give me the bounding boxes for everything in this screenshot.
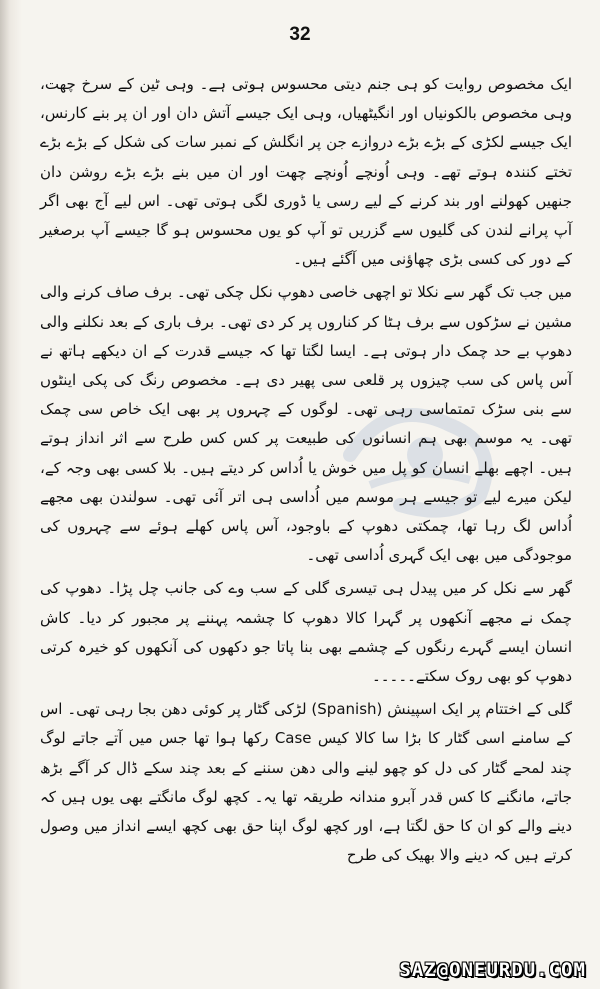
- paragraph-3: گھر سے نکل کر میں پیدل ہی تیسری گلی کے سب وے کی جانب چل پڑا۔ دھوپ کی چمک نے مجھے آنکھوں پر گہرا کالا دھوپ کا چشمہ پہننے پر مجبور کر دیا۔ کاش انسان ایسے گہرے رنگوں کے چشمے بھی بنا پاتا جو دکھوں کی آنکھوں کو خیرہ کرتی دھوپ کو بھی روک سکتے۔۔۔۔۔: [40, 579, 572, 686]
- paragraph-1: ایک مخصوص روایت کو ہی جنم دیتی محسوس ہوتی ہے۔ وہی ٹین کے سرخ چھت، وہی مخصوص بالکونیاں اور انگیٹھیاں، وہی ایک جیسے آتش دان اور ان پر بنے کارنس، ایک جیسے لکڑی کے بڑے بڑے دروازے جن پر انگلش کے نمبر سات کی شکل کے بڑے بڑے تختے کنندہ ہوتے تھے۔ وہی اُونچے اُونچے چھت اور ان میں بنے بڑے بڑے روشن دان جنھیں کھولنے اور بند کرنے کے لیے رسی یا ڈوری لگی ہوتی تھی۔ اس لیے آج بھی اگر آپ پرانے لندن کی گلیوں سے گزریں تو آپ کو یوں محسوس ہو گا جیسے آپ برصغیر کے دور کی کسی بڑی چھاؤنی میں آگئے ہیں۔: [40, 75, 572, 269]
- footer-website-label: SAZ@ONEURDU.COM: [399, 959, 586, 981]
- page-number: 32: [289, 24, 311, 45]
- urdu-text-body: [40, 70, 572, 874]
- paragraph-2: میں جب تک گھر سے نکلا تو اچھی خاصی دھوپ نکل چکی تھی۔ برف صاف کرنے والی مشین نے سڑکوں سے برف ہٹا کر کناروں پر کر دی تھی۔ برف باری کے بعد نکلنے والی دھوپ بے حد چمک دار ہوتی ہے۔ ایسا لگتا تھا کہ جیسے قدرت کے ان دیکھے ہاتھ نے آس پاس کی سب چیزوں پر قلعی سی پھیر دی ہے۔ مخصوص رنگ کی پکی اینٹوں سے بنی سڑک تمتماسی رہی تھی۔ لوگوں کے چہروں پر بھی ایک خاص سی چمک تھی۔ یہ موسم بھی ہم انسانوں کی طبیعت پر کس کس طرح سے اثر انداز ہوتے ہیں۔ اچھے بھلے انسان کو پل میں خوش یا اُداس کر دیتے ہیں۔ بلا کسی بھی وجہ کے، لیکن میرے لیے تو جیسے ہر موسم میں اُداسی ہی اتر آئی تھی۔ سولندن بھی مجھے اُداس لگ رہا تھا، چمکتی دھوپ کے باوجود، آس پاس کھلے ہوئے سے چہروں کی موجودگی میں بھی ایک گہری اُداسی تھی۔: [40, 283, 572, 565]
- paragraph-4: گلی کے اختتام پر ایک اسپینش (Spanish) لڑکی گٹار پر کوئی دھن بجا رہی تھی۔ اس کے سامنے اسی گٹار کا بڑا سا کالا کیس Case رکھا ہوا تھا جس میں آتے جاتے لوگ چند لمحے گٹار کی دل کو چھو لینے والی دھن سننے کے بعد چند سکے ڈال کر آگے بڑھ جاتے، مانگنے کا کس قدر آبرو مندانہ طریقہ تھا یہ۔ کچھ لوگ مانگتے بھی یوں ہیں کہ دینے والے کو ان کا حق لگتا ہے، اور کچھ لوگ اپنا حق بھی کچھ ایسے انداز میں وصول کرتے ہیں کہ دینے والا بھیک کی طرح: [40, 700, 573, 865]
